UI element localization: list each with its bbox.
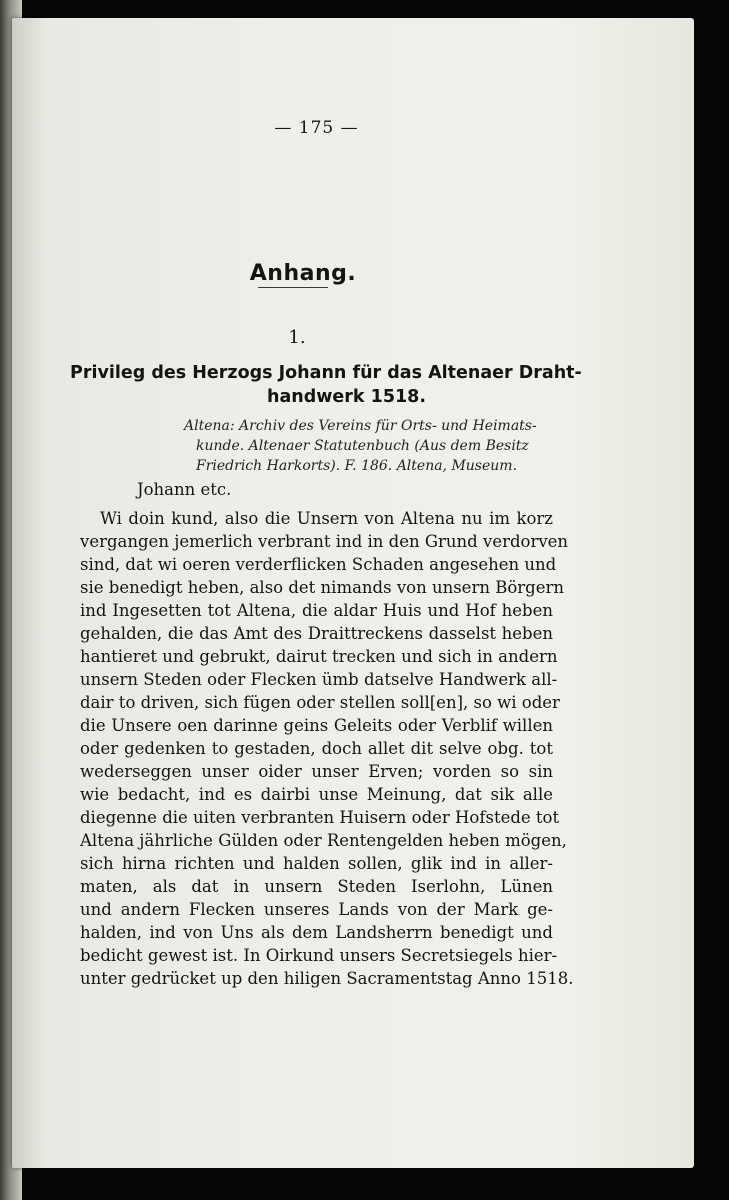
body-text-line: maten, als dat in unsern Steden Iserlohn, Lünen: [80, 877, 553, 896]
body-text-line: dair to driven, sich fügen oder stellen soll[en], so wi oder: [80, 693, 560, 712]
document-heading-line: Privileg des Herzogs Johann für das Altenaer Draht-: [70, 363, 582, 383]
body-text-line: sind, dat wi oeren verderflicken Schaden angesehen und: [80, 555, 557, 574]
body-text-line: Altena jährliche Gülden oder Rentengelden heben mögen,: [80, 831, 567, 850]
body-text-line: sie benedigt heben, also det nimands von unsern Börgern: [80, 578, 564, 597]
body-text-line: bedicht gewest ist. In Oirkund unsers Secretsiegels hier-: [80, 946, 558, 965]
salutation: Johann etc.: [137, 480, 232, 499]
document-heading-line: handwerk 1518.: [267, 387, 427, 407]
book-page: [12, 18, 694, 1168]
body-text-line: ind Ingesetten tot Altena, die aldar Huis und Hof heben: [80, 601, 553, 620]
body-text-line: wederseggen unser oider unser Erven; vorden so sin: [80, 762, 553, 781]
body-text-line: unter gedrücket up den hiligen Sacramentstag Anno 1518.: [80, 969, 574, 988]
body-text-line: hantieret und gebrukt, dairut trecken und sich in andern: [80, 647, 558, 666]
body-text-line: Wi doin kund, also die Unsern von Altena nu im korz: [100, 509, 553, 528]
section-title: Anhang.: [249, 261, 357, 286]
body-text-line: und andern Flecken unseres Lands von der Mark ge-: [80, 900, 553, 919]
source-citation-line: Friedrich Harkorts). F. 186. Altena, Museum.: [196, 458, 518, 474]
source-citation-line: kunde. Altenaer Statutenbuch (Aus dem Besitz: [196, 438, 529, 454]
title-rule: [258, 287, 328, 288]
source-citation-line: Altena: Archiv des Vereins für Orts- und Heimats-: [184, 418, 537, 434]
body-text-line: halden, ind von Uns als dem Landsherrn benedigt und: [80, 923, 553, 942]
page-number: — 175 —: [274, 118, 359, 138]
body-text-line: gehalden, die das Amt des Draittreckens dasselst heben: [80, 624, 553, 643]
document-number: 1.: [288, 327, 306, 348]
body-text-line: oder gedenken to gestaden, doch allet dit selve obg. tot: [80, 739, 553, 758]
body-text-line: sich hirna richten und halden sollen, glik ind in aller-: [80, 854, 553, 873]
body-text-line: unsern Steden oder Flecken ümb datselve Handwerk all-: [80, 670, 558, 689]
body-text-line: wie bedacht, ind es dairbi unse Meinung, dat sik alle: [80, 785, 553, 804]
body-text-line: die Unsere oen darinne geins Geleits oder Verblif willen: [80, 716, 553, 735]
body-text-line: vergangen jemerlich verbrant ind in den Grund verdorven: [80, 532, 569, 551]
body-text-line: diegenne die uiten verbranten Huisern oder Hofstede tot: [80, 808, 560, 827]
